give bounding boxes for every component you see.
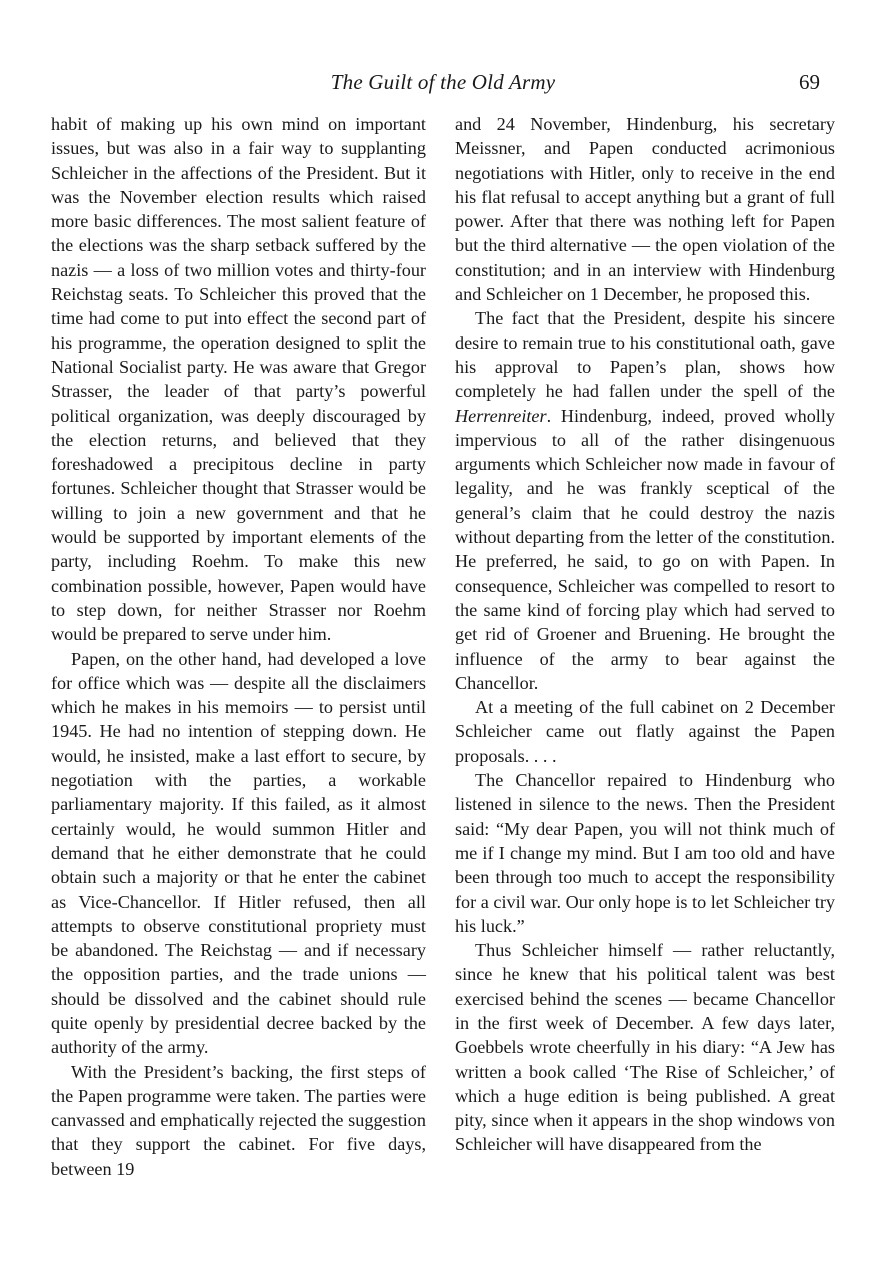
paragraph: Papen, on the other hand, had developed a love for office which was — despite all the disclaimers which he makes in his memoirs — to persist until 1945. He had no intention of stepping down. He would, he insisted, make a last effort to secure, by negotiation with the parties, a workable parliamentary majority. If this failed, as it almost certainly would, he would summon Hitler and demand that he either demonstrate that he could obtain such a majority or that he enter the cabinet as Vice-Chancellor. If Hitler refused, then all attempts to observe constitutional propriety must be abandoned. The Reichstag — and if necessary the opposition parties, and the trade unions — should be dissolved and the cabinet should rule quite openly by presidential decree backed by the authority of the army. <box>51 648 426 1058</box>
paragraph: and 24 November, Hindenburg, his secretary Meissner, and Papen conducted acrimonious negotiations with Hitler, only to receive in the end his flat refusal to accept anything but a grant of full power. After that there was nothing left for Papen but the third alternative — the open violation of the constitution; and in an interview with Hindenburg and Schleicher on 1 December, he proposed this. <box>455 114 835 305</box>
paragraph: Thus Schleicher himself — rather reluctantly, since he knew that his political talent was best exercised behind the scenes — became Chancellor in the first week of December. A few days later, Goebbels wrote cheerfully in his diary: “A Jew has written a book called ‘The Rise of Schleicher,’ of which a huge edition is being published. A great pity, since when it appears in the shop windows von Schleicher will have disappeared from the <box>455 940 835 1155</box>
running-title: The Guilt of the Old Army <box>330 70 556 94</box>
italic-term: Herrenreiter <box>455 405 547 426</box>
text-span: The fact that the President, despite his sincere desire to remain true to his constitutional oath, gave his approval to Papen’s plan, shows how completely he had fallen under the spell of the <box>455 308 835 402</box>
paragraph: habit of making up his own mind on important issues, but was also in a fair way to supplanting Schleicher in the affections of the President. But it was the November election results which raised more basic differences. The most salient feature of the elections was the sharp setback suffered by the nazis — a loss of two million votes and thirty-four Reichstag seats. To Schleicher this proved that the time had come to put into effect the second part of his programme, the operation designed to split the National Socialist party. He was aware that Gregor Strasser, the leader of that party’s powerful political organization, was deeply discouraged by the election returns, and believed that they foreshadowed a precipitous decline in party fortunes. Schleicher thought that Strasser would be willing to join a new government and that he would be supported by important elements of the party, including Roehm. To make this new combination possible, however, Papen would have to step down, for neither Strasser nor Roehm would be prepared to serve under him. <box>51 114 426 645</box>
running-head <box>0 70 886 100</box>
right-column <box>455 112 835 1157</box>
paragraph: With the President’s backing, the first steps of the Papen programme were taken. The parties were canvassed and emphatically rejected the suggestion that they support the cabinet. For five days, between 19 <box>51 1061 426 1179</box>
paragraph: At a meeting of the full cabinet on 2 December Schleicher came out flatly against the Papen proposals. . . . <box>455 697 835 766</box>
left-column <box>51 112 426 1181</box>
paragraph <box>455 306 835 695</box>
paragraph: The Chancellor repaired to Hindenburg who listened in silence to the news. Then the President said: “My dear Papen, you will not think much of me if I change my mind. But I am too old and have been through too much to accept the responsibility for a civil war. Our only hope is to let Schleicher try his luck.” <box>455 770 835 936</box>
page-number: 69 <box>799 70 820 94</box>
text-span: . Hindenburg, indeed, proved wholly impervious to all of the rather disingenuous arguments which Schleicher now made in favour of legality, and he was frankly sceptical of the general’s claim that he could destroy the nazis without departing from the letter of the constitution. He preferred, he said, to go on with Papen. In consequence, Schleicher was compelled to resort to the same kind of forcing play which had served to get rid of Groener and Bruening. He brought the influence of the army to bear against the Chancellor. <box>455 405 835 693</box>
